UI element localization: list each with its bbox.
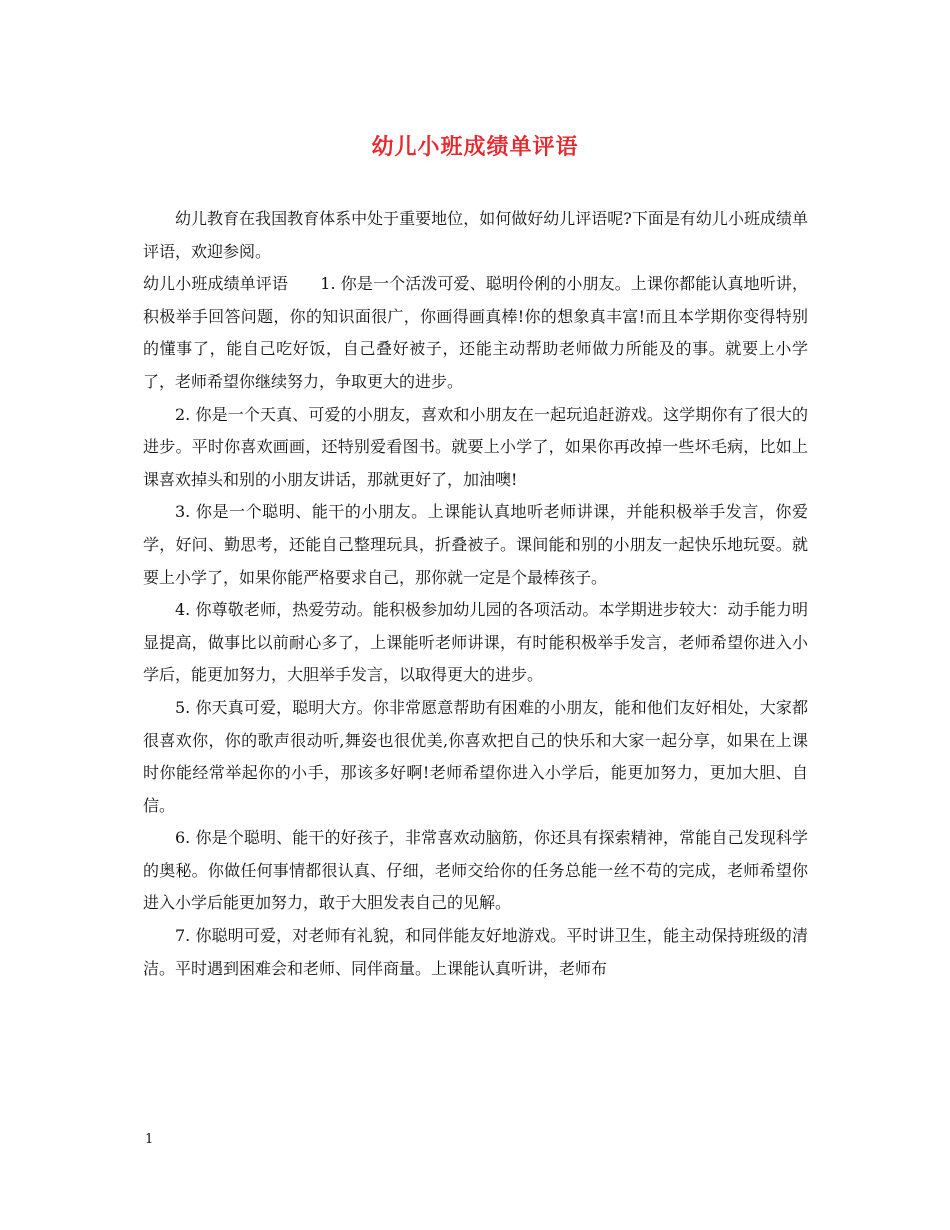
comment-paragraph-1: 幼儿小班成绩单评语 1. 你是一个活泼可爱、聪明伶俐的小朋友。上课你都能认真地听讲，积极举手回答问题，你的知识面很广，你画得画真棒!你的想象真丰富!而且本学期你变得特别的懂事了，能自己吃好饭，自己叠好被子，还能主动帮助老师做力所能及的事。就要上小学了，老师希望你继续努力，争取更大的进步。: [143, 274, 808, 391]
document-body: [143, 203, 808, 985]
intro-paragraph: 幼儿教育在我国教育体系中处于重要地位，如何做好幼儿评语呢?下面是有幼儿小班成绩单评语，欢迎参阅。: [143, 209, 808, 261]
comment-paragraph-4: 4. 你尊敬老师，热爱劳动。能积极参加幼儿园的各项活动。本学期进步较大：动手能力明显提高，做事比以前耐心多了，上课能听老师讲课，有时能积极举手发言，老师希望你进入小学后，能更加努力，大胆举手发言，以取得更大的进步。: [143, 600, 808, 685]
comment-paragraph-7: 7. 你聪明可爱，对老师有礼貌，和同伴能友好地游戏。平时讲卫生，能主动保持班级的清洁。平时遇到困难会和老师、同伴商量。上课能认真听讲，老师布: [143, 926, 808, 978]
comment-paragraph-3: 3. 你是一个聪明、能干的小朋友。上课能认真地听老师讲课，并能积极举手发言，你爱学，好问、勤思考，还能自己整理玩具，折叠被子。课间能和别的小朋友一起快乐地玩耍。就要上小学了，如果你能严格要求自己，那你就一定是个最棒孩子。: [143, 502, 808, 587]
comment-paragraph-6: 6. 你是个聪明、能干的好孩子，非常喜欢动脑筋，你还具有探索精神，常能自己发现科学的奥秘。你做任何事情都很认真、仔细，老师交给你的任务总能一丝不苟的完成，老师希望你进入小学后能更加努力，敢于大胆发表自己的见解。: [143, 828, 808, 913]
page-number: 1: [145, 1132, 154, 1147]
comment-paragraph-2: 2. 你是一个天真、可爱的小朋友，喜欢和小朋友在一起玩追赶游戏。这学期你有了很大的进步。平时你喜欢画画，还特别爱看图书。就要上小学了，如果你再改掉一些坏毛病，比如上课喜欢掉头和别的小朋友讲话，那就更好了，加油噢!: [143, 404, 808, 489]
comment-paragraph-5: 5. 你天真可爱，聪明大方。你非常愿意帮助有困难的小朋友，能和他们友好相处，大家都很喜欢你，你的歌声很动听,舞姿也很优美,你喜欢把自己的快乐和大家一起分享，如果在上课时你能经常举起你的小手，那该多好啊!老师希望你进入小学后，能更加努力，更加大胆、自信。: [143, 697, 808, 815]
document-title: 幼儿小班成绩单评语: [371, 134, 579, 160]
